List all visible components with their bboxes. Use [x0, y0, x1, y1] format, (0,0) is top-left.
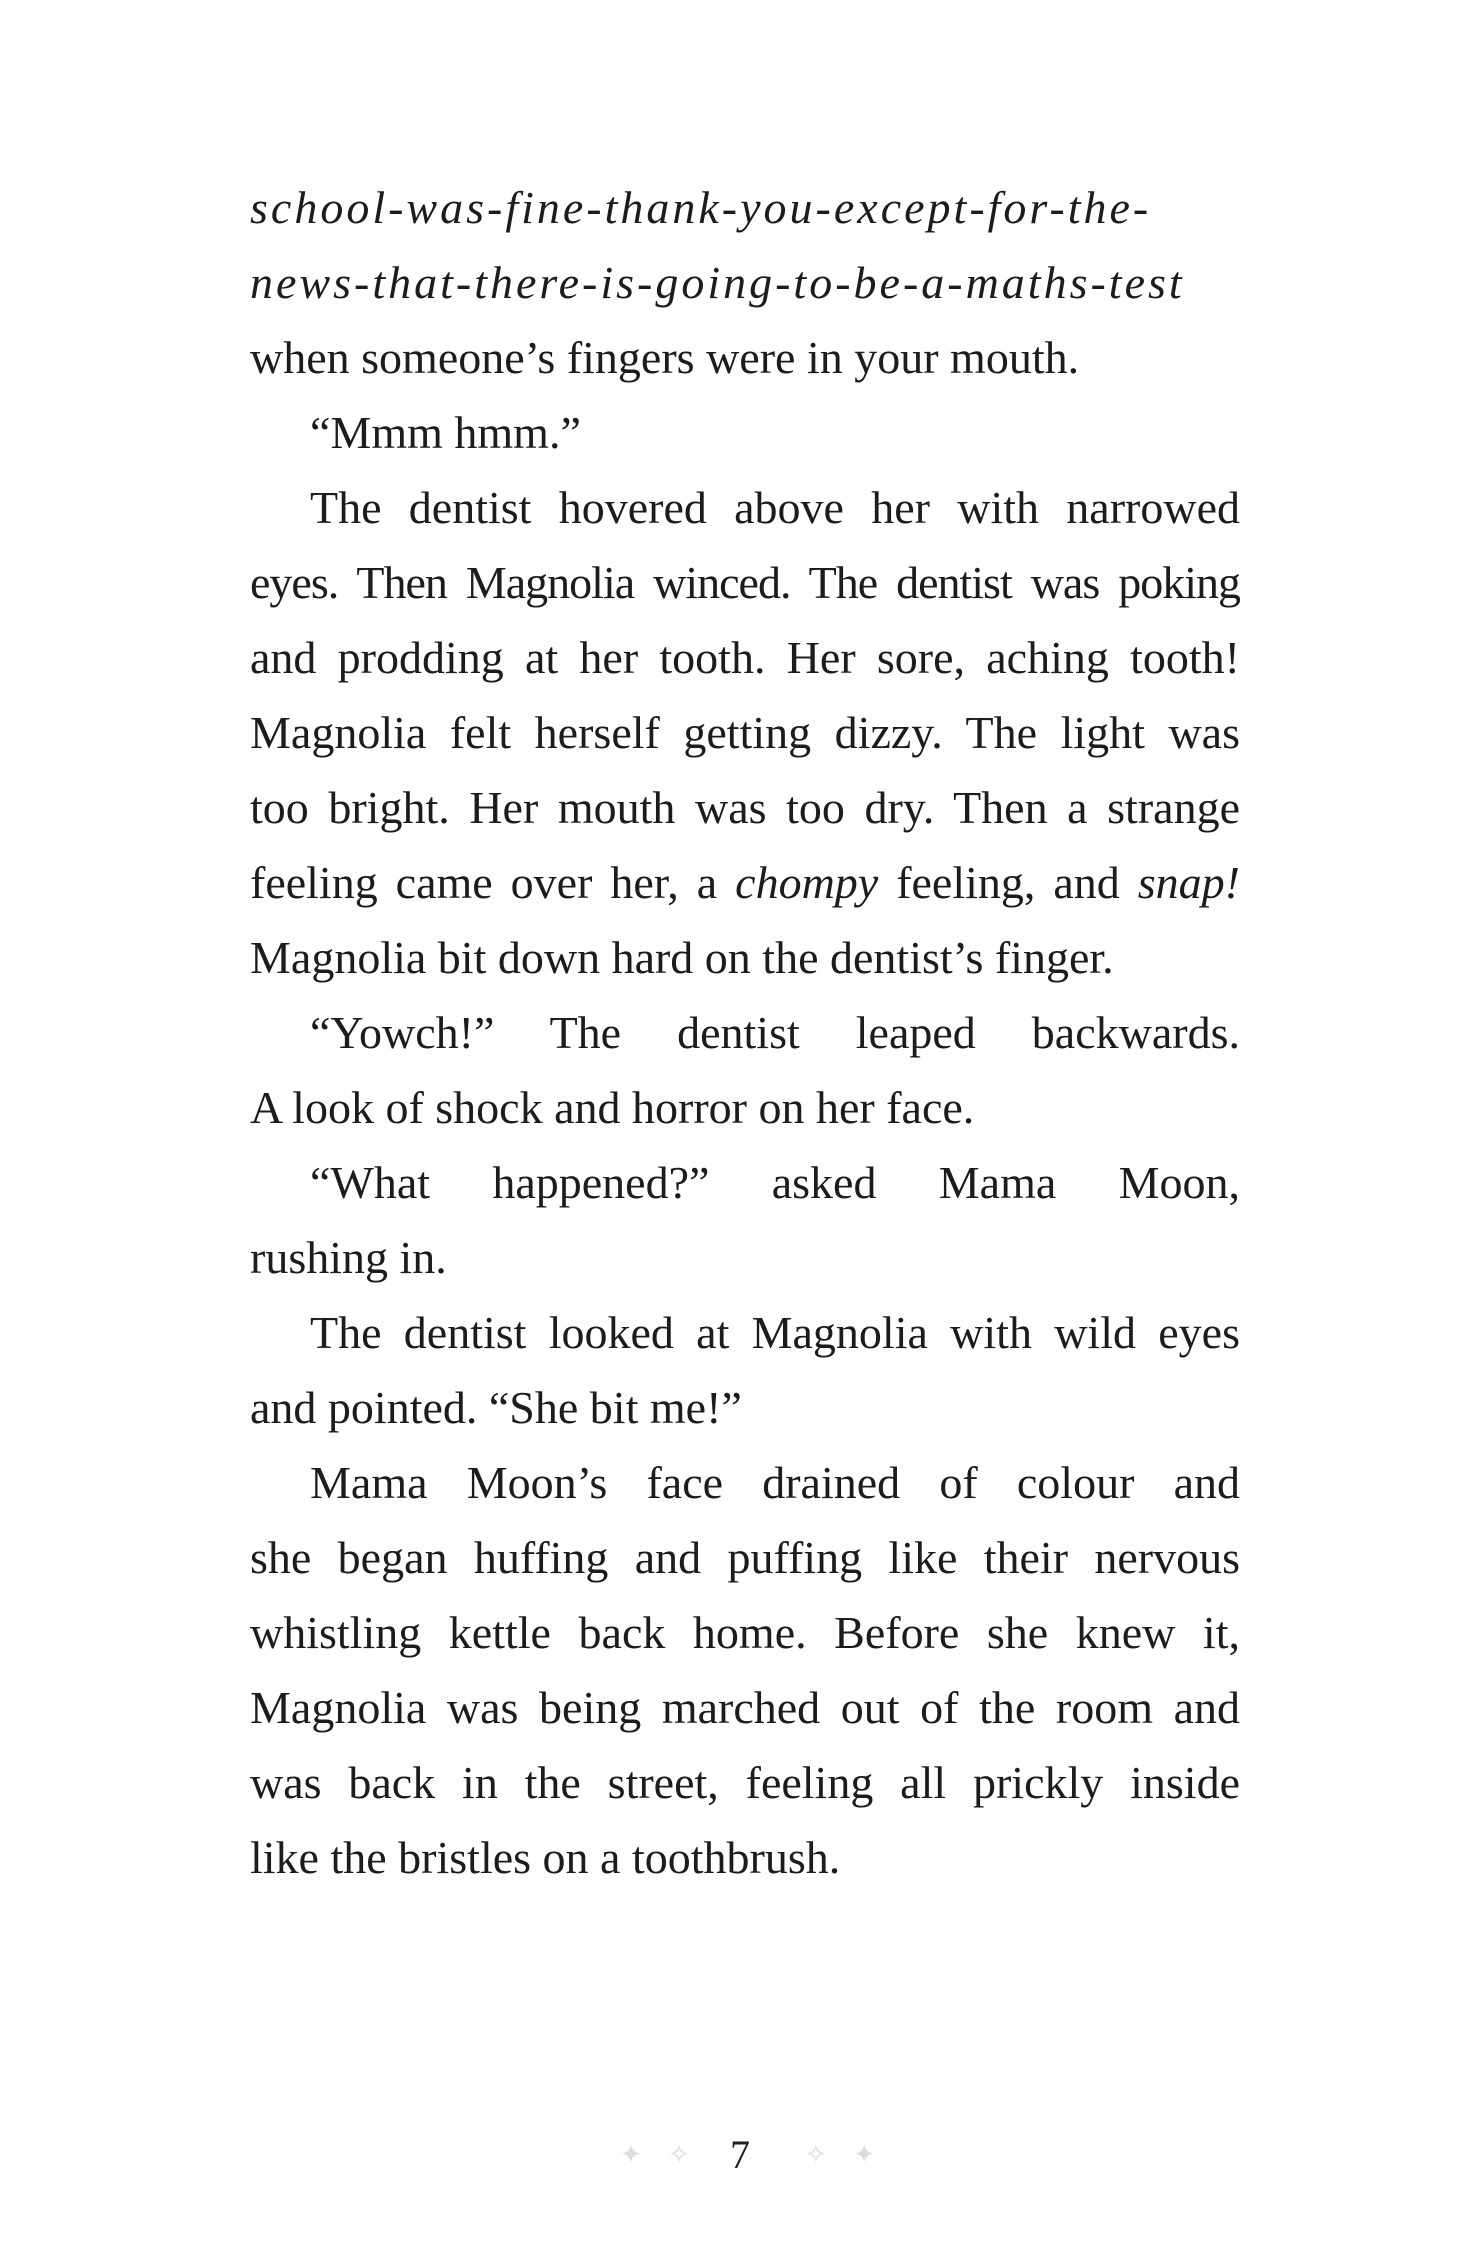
text-line: when someone’s fingers were in your mouth.: [250, 332, 1080, 383]
text-line: Magnolia was being marched out of the room and: [250, 1682, 1240, 1733]
text-line: A look of shock and horror on her face.: [250, 1082, 975, 1133]
text-line: “What happened?” asked Mama Moon,: [310, 1157, 1240, 1208]
text-line: school-was-fine-thank-you-except-for-the-: [250, 182, 1152, 233]
decorative-star-right-icon: ✧ ✦: [805, 2140, 886, 2169]
text-line: like the bristles on a toothbrush.: [250, 1832, 841, 1883]
text-line: Mama Moon’s face drained of colour and: [310, 1457, 1240, 1508]
text-line: “Mmm hmm.”: [310, 407, 581, 458]
page-number: 7: [730, 2132, 750, 2177]
text-line: and pointed. “She bit me!”: [250, 1382, 742, 1433]
decorative-star-left-icon: ✦ ✧: [620, 2140, 701, 2169]
text-line: whistling kettle back home. Before she knew it,: [250, 1607, 1240, 1658]
text-line: Magnolia bit down hard on the dentist’s finger.: [250, 932, 1114, 983]
text-line: rushing in.: [250, 1232, 447, 1283]
text-line: Magnolia felt herself getting dizzy. The light was: [250, 707, 1240, 758]
text-line: she began huffing and puffing like their nervous: [250, 1532, 1240, 1583]
text-line: too bright. Her mouth was too dry. Then a strange: [250, 782, 1240, 833]
text-line: The dentist looked at Magnolia with wild eyes: [310, 1307, 1240, 1358]
text-line: “Yowch!” The dentist leaped backwards.: [310, 1007, 1240, 1058]
text-line: eyes. Then Magnolia winced. The dentist was poking: [250, 557, 1240, 608]
body-text: [250, 170, 1240, 1895]
text-line: and prodding at her tooth. Her sore, aching tooth!: [250, 632, 1240, 683]
text-line: news-that-there-is-going-to-be-a-maths-test: [250, 257, 1185, 308]
text-line: was back in the street, feeling all prickly inside: [250, 1757, 1240, 1808]
text-line: feeling came over her, a chompy feeling, and snap!: [250, 857, 1240, 908]
text-line: The dentist hovered above her with narrowed: [310, 482, 1240, 533]
